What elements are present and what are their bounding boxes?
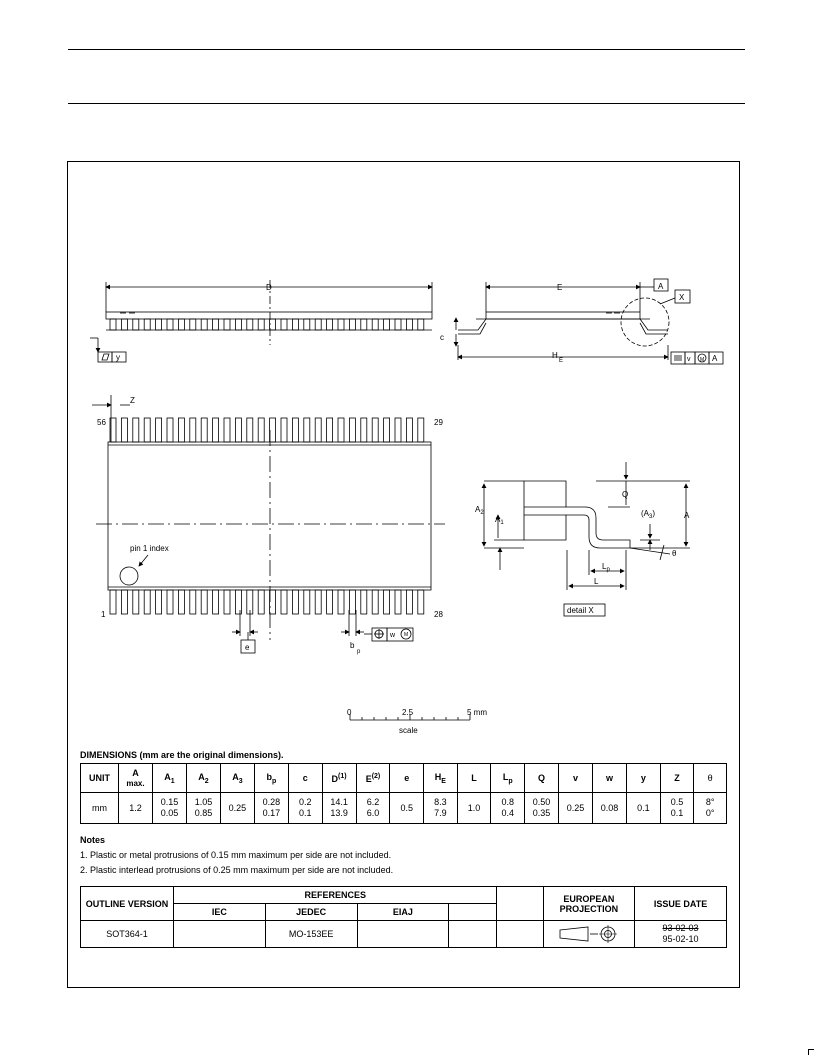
col-E: $E^{(2)}$ [356,764,390,793]
pitch-e-label: e [245,643,250,652]
tol-datum-A-label: A [712,354,718,363]
col-w: w [593,764,627,793]
plan-lead-top [178,418,184,442]
side-lead [167,319,173,330]
dim-A3-label: $(A_3)$ [641,509,656,520]
projection-symbol-icon [558,924,620,944]
angle-theta-label: θ [672,549,677,558]
side-lead [304,319,310,330]
col-A3: $A_3$ [220,764,254,793]
ref-jedec-head: JEDEC [265,904,357,921]
end-view [456,279,723,364]
side-lead [224,319,230,330]
plan-lead-bottom [327,590,333,614]
plan-lead-top [247,418,253,442]
side-lead [418,319,424,330]
side-lead [361,319,367,330]
detail-x-view [484,462,690,616]
dimensions-mm-row [81,793,727,824]
scale-label: scale [399,726,418,735]
cell-bp: 0.28 0.17 [254,793,288,824]
col-Lp: $L_p$ [491,764,525,793]
detail-X-marker: X [679,293,685,302]
pin-56-label: 56 [97,418,106,427]
plan-lead-bottom [121,590,127,614]
notes-title: Notes [80,835,106,845]
col-unit: UNIT [81,764,119,793]
plan-lead-bottom [224,590,230,614]
plan-lead-bottom [178,590,184,614]
side-lead [121,319,127,330]
dim-c-label: c [440,333,444,342]
issue-date-current: 95-02-10 [662,934,699,944]
note-1: 1. Plastic or metal protrusions of 0.15 mm maximum per side are not included. [80,850,392,860]
cell-A3: 0.25 [220,793,254,824]
col-c: c [288,764,322,793]
pin-28-label: 28 [434,610,443,619]
side-lead [133,319,139,330]
cell-A2: 1.05 0.85 [186,793,220,824]
scale-5mm: 5 mm [467,708,487,717]
col-Q: Q [525,764,559,793]
cell-D: 14.1 13.9 [322,793,356,824]
ref-data-row [81,921,727,948]
cell-e: 0.5 [390,793,424,824]
side-lead [327,319,333,330]
col-L: L [457,764,491,793]
side-lead [384,319,390,330]
ref-outline-cell: SOT364-1 [81,921,174,948]
ref-blank-cell-2 [497,921,543,948]
cell-L: 1.0 [457,793,491,824]
side-view [90,280,432,362]
plan-lead-bottom [213,590,219,614]
cell-Q: 0.50 0.35 [525,793,559,824]
plan-lead-bottom [156,590,162,614]
dim-bp-label: b [350,641,355,650]
plan-lead-bottom [315,590,321,614]
plan-lead-top [133,418,139,442]
side-lead [281,319,287,330]
plan-lead-top [361,418,367,442]
dim-Z-label: Z [130,396,135,405]
ref-issue-date-cell [635,921,727,948]
detail-x-label: detail X [567,606,594,615]
plan-view [92,395,445,653]
plan-lead-top [167,418,173,442]
plan-lead-top [144,418,150,442]
ref-issue-date-head: ISSUE DATE [635,887,727,921]
ref-outline-version-head: OUTLINE VERSION [81,887,174,921]
plan-lead-bottom [361,590,367,614]
scale-0: 0 [347,708,352,717]
pin-29-label: 29 [434,418,443,427]
dim-Lp-label: $L_p$ [602,562,610,573]
side-lead [292,319,298,330]
ref-european-projection-head: EUROPEAN PROJECTION [543,887,634,921]
side-lead [144,319,150,330]
side-lead [395,319,401,330]
ref-jedec-cell: MO-153EE [265,921,357,948]
plan-lead-bottom [395,590,401,614]
dimensions-heading: DIMENSIONS (mm are the original dimensions). [80,750,284,760]
scale-2-5: 2.5 [402,708,414,717]
cell-A1: 0.15 0.05 [152,793,186,824]
cell-v: 0.25 [559,793,593,824]
flatness-y-label: y [116,353,120,362]
plan-lead-bottom [338,590,344,614]
plan-lead-top [258,418,264,442]
plan-lead-top [190,418,196,442]
plan-lead-bottom [384,590,390,614]
col-Z: Z [660,764,694,793]
dim-A2-label: $A_2$ [475,505,484,516]
side-lead [315,319,321,330]
side-lead [258,319,264,330]
cell-Lp: 0.8 0.4 [491,793,525,824]
issue-date-old: 93-02-03 [662,923,699,933]
dim-D-label: D [266,283,272,292]
plan-lead-bottom [406,590,412,614]
pin1-index-label: pin 1 index [130,544,169,553]
side-lead [190,319,196,330]
plan-lead-top [395,418,401,442]
side-lead [110,319,116,330]
plan-lead-top [121,418,127,442]
cell-y: 0.1 [627,793,661,824]
side-lead [178,319,184,330]
plan-lead-top [406,418,412,442]
ref-eiaj-cell [357,921,449,948]
dim-L-label: L [594,577,599,586]
dim-bp-sub: p [357,649,361,655]
datum-A-label: A [658,282,664,291]
plan-lead-top [201,418,207,442]
side-lead [372,319,378,330]
pin-1-label: 1 [101,610,106,619]
ref-blank-col [497,887,543,921]
tol-M-label: M [700,357,705,363]
plan-lead-bottom [418,590,424,614]
cell-c: 0.2 0.1 [288,793,322,824]
side-lead [213,319,219,330]
ref-iec-head: IEC [174,904,266,921]
col-bp: $b_p$ [254,764,288,793]
plan-lead-top [292,418,298,442]
dim-HE-sub: E [559,358,564,364]
references-table [80,886,727,948]
tol-w-M-label: M [404,632,409,638]
tol-w-label: w [390,632,396,639]
plan-lead-bottom [349,590,355,614]
ref-blank-cell [449,921,497,948]
tol-v-label: v [687,356,691,363]
col-HE: $H_E$ [424,764,458,793]
plan-lead-bottom [133,590,139,614]
dim-A-label: A [684,511,690,520]
plan-lead-top [235,418,241,442]
col-A2: $A_2$ [186,764,220,793]
ref-projection-cell [543,921,634,948]
plan-lead-bottom [258,590,264,614]
dim-E-label: E [557,283,563,292]
plan-lead-top [224,418,230,442]
cell-E: 6.2 6.0 [356,793,390,824]
col-A1: $A_1$ [152,764,186,793]
ref-blank-head [449,904,497,921]
plan-lead-top [372,418,378,442]
col-y: y [627,764,661,793]
plan-lead-top [213,418,219,442]
plan-lead-bottom [167,590,173,614]
plan-lead-bottom [144,590,150,614]
col-v: v [559,764,593,793]
plan-lead-top [384,418,390,442]
ref-references-head: REFERENCES [174,887,497,904]
plan-lead-bottom [292,590,298,614]
side-lead [156,319,162,330]
plan-lead-bottom [281,590,287,614]
plan-lead-top [270,418,276,442]
dim-HE-label: H [552,351,558,360]
plan-lead-top [156,418,162,442]
plan-lead-bottom [235,590,241,614]
cell-A: 1.2 [118,793,152,824]
page-corner-mark [808,1049,814,1055]
cell-Z: 0.5 0.1 [660,793,694,824]
plan-lead-bottom [372,590,378,614]
plan-lead-bottom [270,590,276,614]
plan-lead-bottom [304,590,310,614]
cell-theta: 8° 0° [694,793,727,824]
dim-A1-label: $A_1$ [495,515,504,526]
ref-iec-cell [174,921,266,948]
ref-header-row-1 [81,887,727,904]
side-lead [338,319,344,330]
col-e: e [390,764,424,793]
note-2: 2. Plastic interlead protrusions of 0.25 mm maximum per side are not included. [80,865,394,875]
plan-lead-bottom [190,590,196,614]
plan-lead-top [338,418,344,442]
plan-lead-bottom [110,590,116,614]
side-lead [235,319,241,330]
side-lead [406,319,412,330]
dimensions-header-row [81,764,727,793]
plan-lead-top [281,418,287,442]
cell-HE: 8.3 7.9 [424,793,458,824]
plan-lead-top [418,418,424,442]
cell-unit: mm [81,793,119,824]
col-theta: θ [694,764,727,793]
notes-block [80,833,393,878]
col-D: $D^{(1)}$ [322,764,356,793]
plan-lead-bottom [201,590,207,614]
plan-lead-top [304,418,310,442]
plan-lead-top [349,418,355,442]
dim-Q-label: Q [622,490,629,499]
ref-eiaj-head: EIAJ [357,904,449,921]
col-A: A max. [118,764,152,793]
dimensions-table [80,763,727,824]
side-lead [201,319,207,330]
cell-w: 0.08 [593,793,627,824]
plan-lead-top [327,418,333,442]
side-lead [349,319,355,330]
side-lead [270,319,276,330]
side-lead [247,319,253,330]
plan-lead-top [315,418,321,442]
